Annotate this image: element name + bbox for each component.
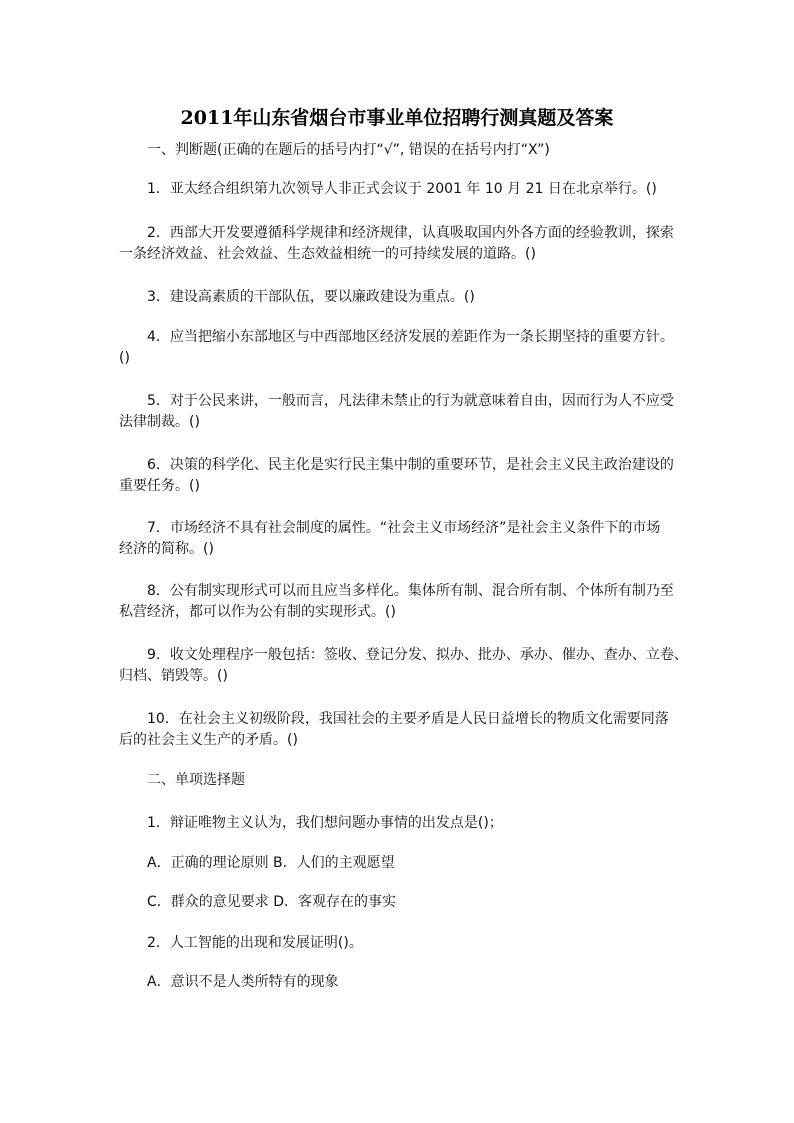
choice-options-c-d: C．群众的意见要求 D．客观存在的事实: [147, 894, 397, 910]
judgment-question-4: 4．应当把缩小东部地区与中西部地区经济发展的差距作为一条长期坚持的重要方针。: [147, 329, 674, 345]
judgment-question-7: 7．市场经济不具有社会制度的属性。“社会主义市场经济”是社会主义条件下的市场: [147, 520, 661, 536]
judgment-question-7-cont: 经济的简称。(): [119, 541, 214, 557]
judgment-question-10-cont: 后的社会主义生产的矛盾。(): [119, 732, 298, 748]
judgment-question-2-cont: 一条经济效益、社会效益、生态效益相统一的可持续发展的道路。(): [119, 246, 536, 262]
choice-options-a-b: A．正确的理论原则 B．人们的主观愿望: [147, 855, 395, 871]
judgment-question-5-cont: 法律制裁。(): [119, 414, 200, 430]
section-heading-judgment: 一、判断题(正确的在题后的括号内打“√”, 错误的在括号内打“X”): [147, 142, 550, 158]
choice-question-1: 1．辩证唯物主义认为，我们想问题办事情的出发点是()；: [147, 815, 503, 831]
judgment-question-6: 6．决策的科学化、民主化是实行民主集中制的重要环节，是社会主义民主政治建设的: [147, 457, 674, 473]
document-title: 2011年山东省烟台市事业单位招聘行测真题及答案: [180, 107, 614, 129]
judgment-question-4-cont: (): [119, 350, 130, 366]
judgment-question-10: 10．在社会主义初级阶段，我国社会的主要矛盾是人民日益增长的物质文化需要同落: [147, 711, 669, 727]
judgment-question-9: 9．收文处理程序一般包括：签收、登记分发、拟办、批办、承办、催办、查办、立卷、: [147, 647, 688, 663]
section-heading-choice: 二、单项选择题: [147, 772, 245, 788]
judgment-question-6-cont: 重要任务。(): [119, 478, 200, 494]
judgment-question-8-cont: 私营经济，都可以作为公有制的实现形式。(): [119, 604, 396, 620]
judgment-question-3: 3．建设高素质的干部队伍，要以廉政建设为重点。(): [147, 289, 475, 305]
judgment-question-5: 5．对于公民来讲，一般而言，凡法律未禁止的行为就意味着自由，因而行为人不应受: [147, 393, 674, 409]
judgment-question-9-cont: 归档、销毁等。(): [119, 668, 228, 684]
judgment-question-8: 8．公有制实现形式可以而且应当多样化。集体所有制、混合所有制、个体所有制乃至: [147, 583, 674, 599]
judgment-question-2: 2．西部大开发要遵循科学规律和经济规律，认真吸取国内外各方面的经验教训，探索: [147, 225, 674, 241]
choice-question-2: 2．人工智能的出现和发展证明()。: [147, 935, 363, 951]
judgment-question-1: 1．亚太经合组织第九次领导人非正式会议于 2001 年 10 月 21 日在北京举行。(): [147, 181, 657, 197]
choice-option-a: A．意识不是人类所特有的现象: [147, 974, 339, 990]
